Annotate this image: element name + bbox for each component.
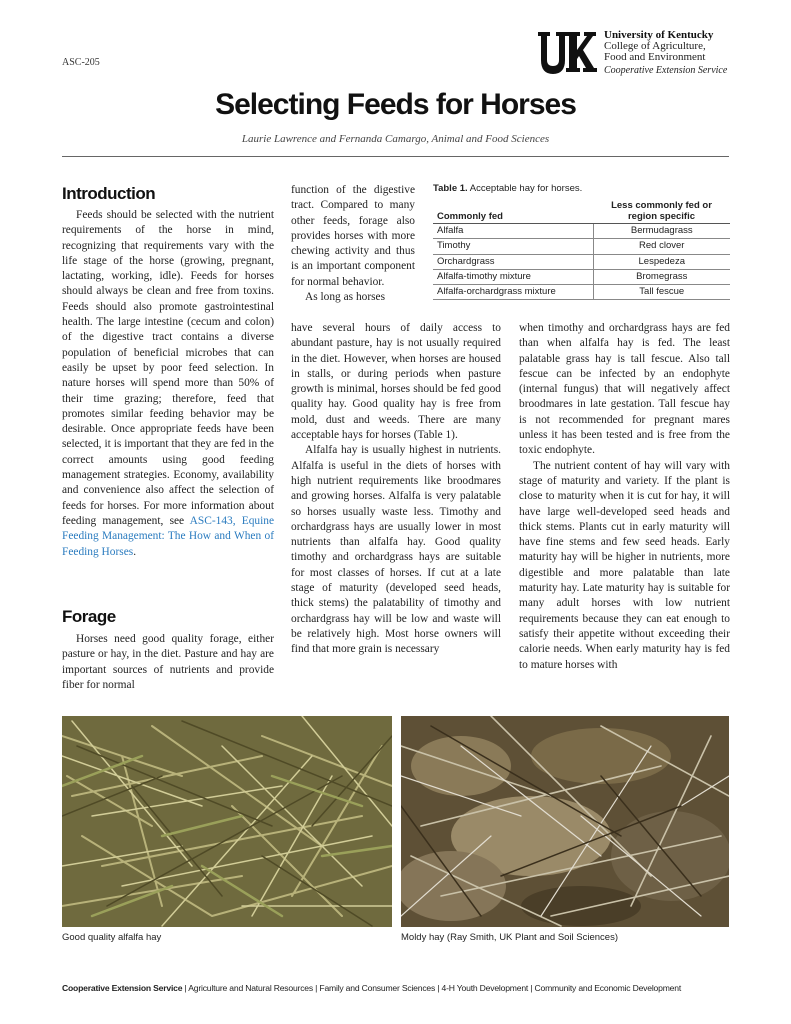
column2-top-text <box>291 183 415 305</box>
moldy-hay-image <box>401 716 729 927</box>
table-row: Alfalfa-orchardgrass mixture Tall fescue <box>433 285 730 300</box>
table-caption: Table 1. Acceptable hay for horses. <box>433 183 583 194</box>
introduction-text <box>62 208 274 560</box>
college-line-1: College of Agriculture, <box>604 40 706 52</box>
table-row: Timothy Red clover <box>433 239 730 254</box>
heading-forage: Forage <box>62 607 116 626</box>
left-photo-caption: Good quality alfalfa hay <box>62 932 162 943</box>
alfalfa-paragraph: Alfalfa hay is usually highest in nutrients. Alfalfa is useful in the diets of horses with high nutrient requirements like broodmares and growing horses. Alfalfa is very palatable so horses usually waste less. Timothy and orchardgrass hays are usually lower in most nutrients than alfalfa hay. Good quality timothy and orchardgrass hays are suitable for most classes of horses. If cut at a late stage of maturity (developed seed heads, thick stems) the palatability of timothy and orchardgrass hay will be low and waste will be relatively high. Most horse owners will find that more grain is necessary <box>291 444 501 656</box>
document-title: Selecting Feeds for Horses <box>215 88 576 121</box>
column2-paragraph-continued: have several hours of daily access to abundant pasture, hay is not usually required in the diet. However, when horses are housed in stalls, or during periods when pasture growth is minimal, horses should be fed good quality hay. Good quality hay is free from mold, dust and weeds. There are many acceptable hays for horses (Table 1). <box>291 322 501 442</box>
forage-paragraph: Horses need good quality forage, either pasture or hay, in the diet. Pasture and hay are important sources of nutrients and provide fiber for normal <box>62 633 274 691</box>
right-photo-caption: Moldy hay (Ray Smith, UK Plant and Soil Sciences) <box>401 932 619 943</box>
publication-code: ASC-205 <box>62 57 100 68</box>
footer-programs: Cooperative Extension Service | Agriculture and Natural Resources | Family and Consumer Sciences | 4-H Youth Development | Community and Economic Development <box>62 983 682 993</box>
header-divider <box>62 156 729 157</box>
extension-service: Cooperative Extension Service <box>604 65 728 76</box>
alfalfa-hay-image <box>62 716 392 927</box>
table-row: Orchardgrass Lespedeza <box>433 254 730 269</box>
table-header-less-common: Less commonly fed or region specific <box>593 199 730 224</box>
column2-bottom-text <box>291 321 501 658</box>
column2-paragraph-start: As long as horses <box>305 291 386 304</box>
column2-continued-paragraph: function of the digestive tract. Compared to many other feeds, forage also provides horses with more chewing activity and thus is an important component for normal behavior. <box>291 184 415 288</box>
authors-line: Laurie Lawrence and Fernanda Camargo, Animal and Food Sciences <box>241 133 550 145</box>
heading-introduction: Introduction <box>62 184 156 203</box>
introduction-paragraph: Feeds should be selected with the nutrient requirements of the horse in mind, recognizing that requirements vary with the life stage of the horse (growing, pregnant, lactating, working, idle). Feeds for horses should always be clean and free from toxins. Feeds should also promote gastrointestinal health. The large intestine (cecum and colon) of the digestive tract contains a diverse population of beneficial microbes that can easily be upset by poor feed selection. In nature horses will spend more than 50% of their time grazing; therefore, feed that promotes similar feeding behavior may be desirable. Once appropriate feeds have been selected, it is important that they are fed in the correct amounts using good feeding management strategies. Economy, availability and convenience also affect the selection of feeds for horses. For more information about feeding management, see ASC-143, Equine Feeding Management: The How and When of Feeding Horses. <box>62 209 275 558</box>
column3-text <box>519 321 730 673</box>
table-row: Alfalfa-timothy mixture Bromegrass <box>433 269 730 284</box>
nutrient-content-paragraph: The nutrient content of hay will vary with stage of maturity and variety. If the plant is close to maturity when it is cut for hay, it will have large well-developed seed heads and thick stems. Plants cut in early maturity will have fine stems and few seed heads. Early maturity hay will be higher in nutrients, more digestible and more palatable than late maturity hay. Late maturity hay is suitable for many adult horses with low nutrient requirements because they can eat enough to satisfy their appetite without exceeding their calorie needs. When early maturity hay is fed to mature horses with <box>519 459 730 671</box>
hay-table <box>433 199 730 300</box>
asc-143-link[interactable]: ASC-143, Equine Feeding Management: The How and When of Feeding Horses <box>62 514 275 558</box>
column3-continued-paragraph: when timothy and orchardgrass hays are fed than when alfalfa hay is fed. The least palatable grass hay is tall fescue. Also tall fescue can be infected by an endophyte (internal fungus) that will negatively affect broodmares in late gestation. Tall fescue hay is not recommended for pregnant mares unless it has been tested and is free from the toxic endophyte. <box>519 322 730 457</box>
university-branding <box>604 30 754 76</box>
forage-text <box>62 632 274 693</box>
table-header-commonly-fed: Commonly fed <box>433 199 593 224</box>
table-row: Alfalfa Bermudagrass <box>433 224 730 239</box>
college-line-2: Food and Environment <box>604 51 706 63</box>
moldy-hay-photo <box>401 716 729 927</box>
university-name: University of Kentucky <box>604 29 714 41</box>
uk-logo-icon <box>536 30 598 76</box>
alfalfa-hay-photo <box>62 716 392 927</box>
